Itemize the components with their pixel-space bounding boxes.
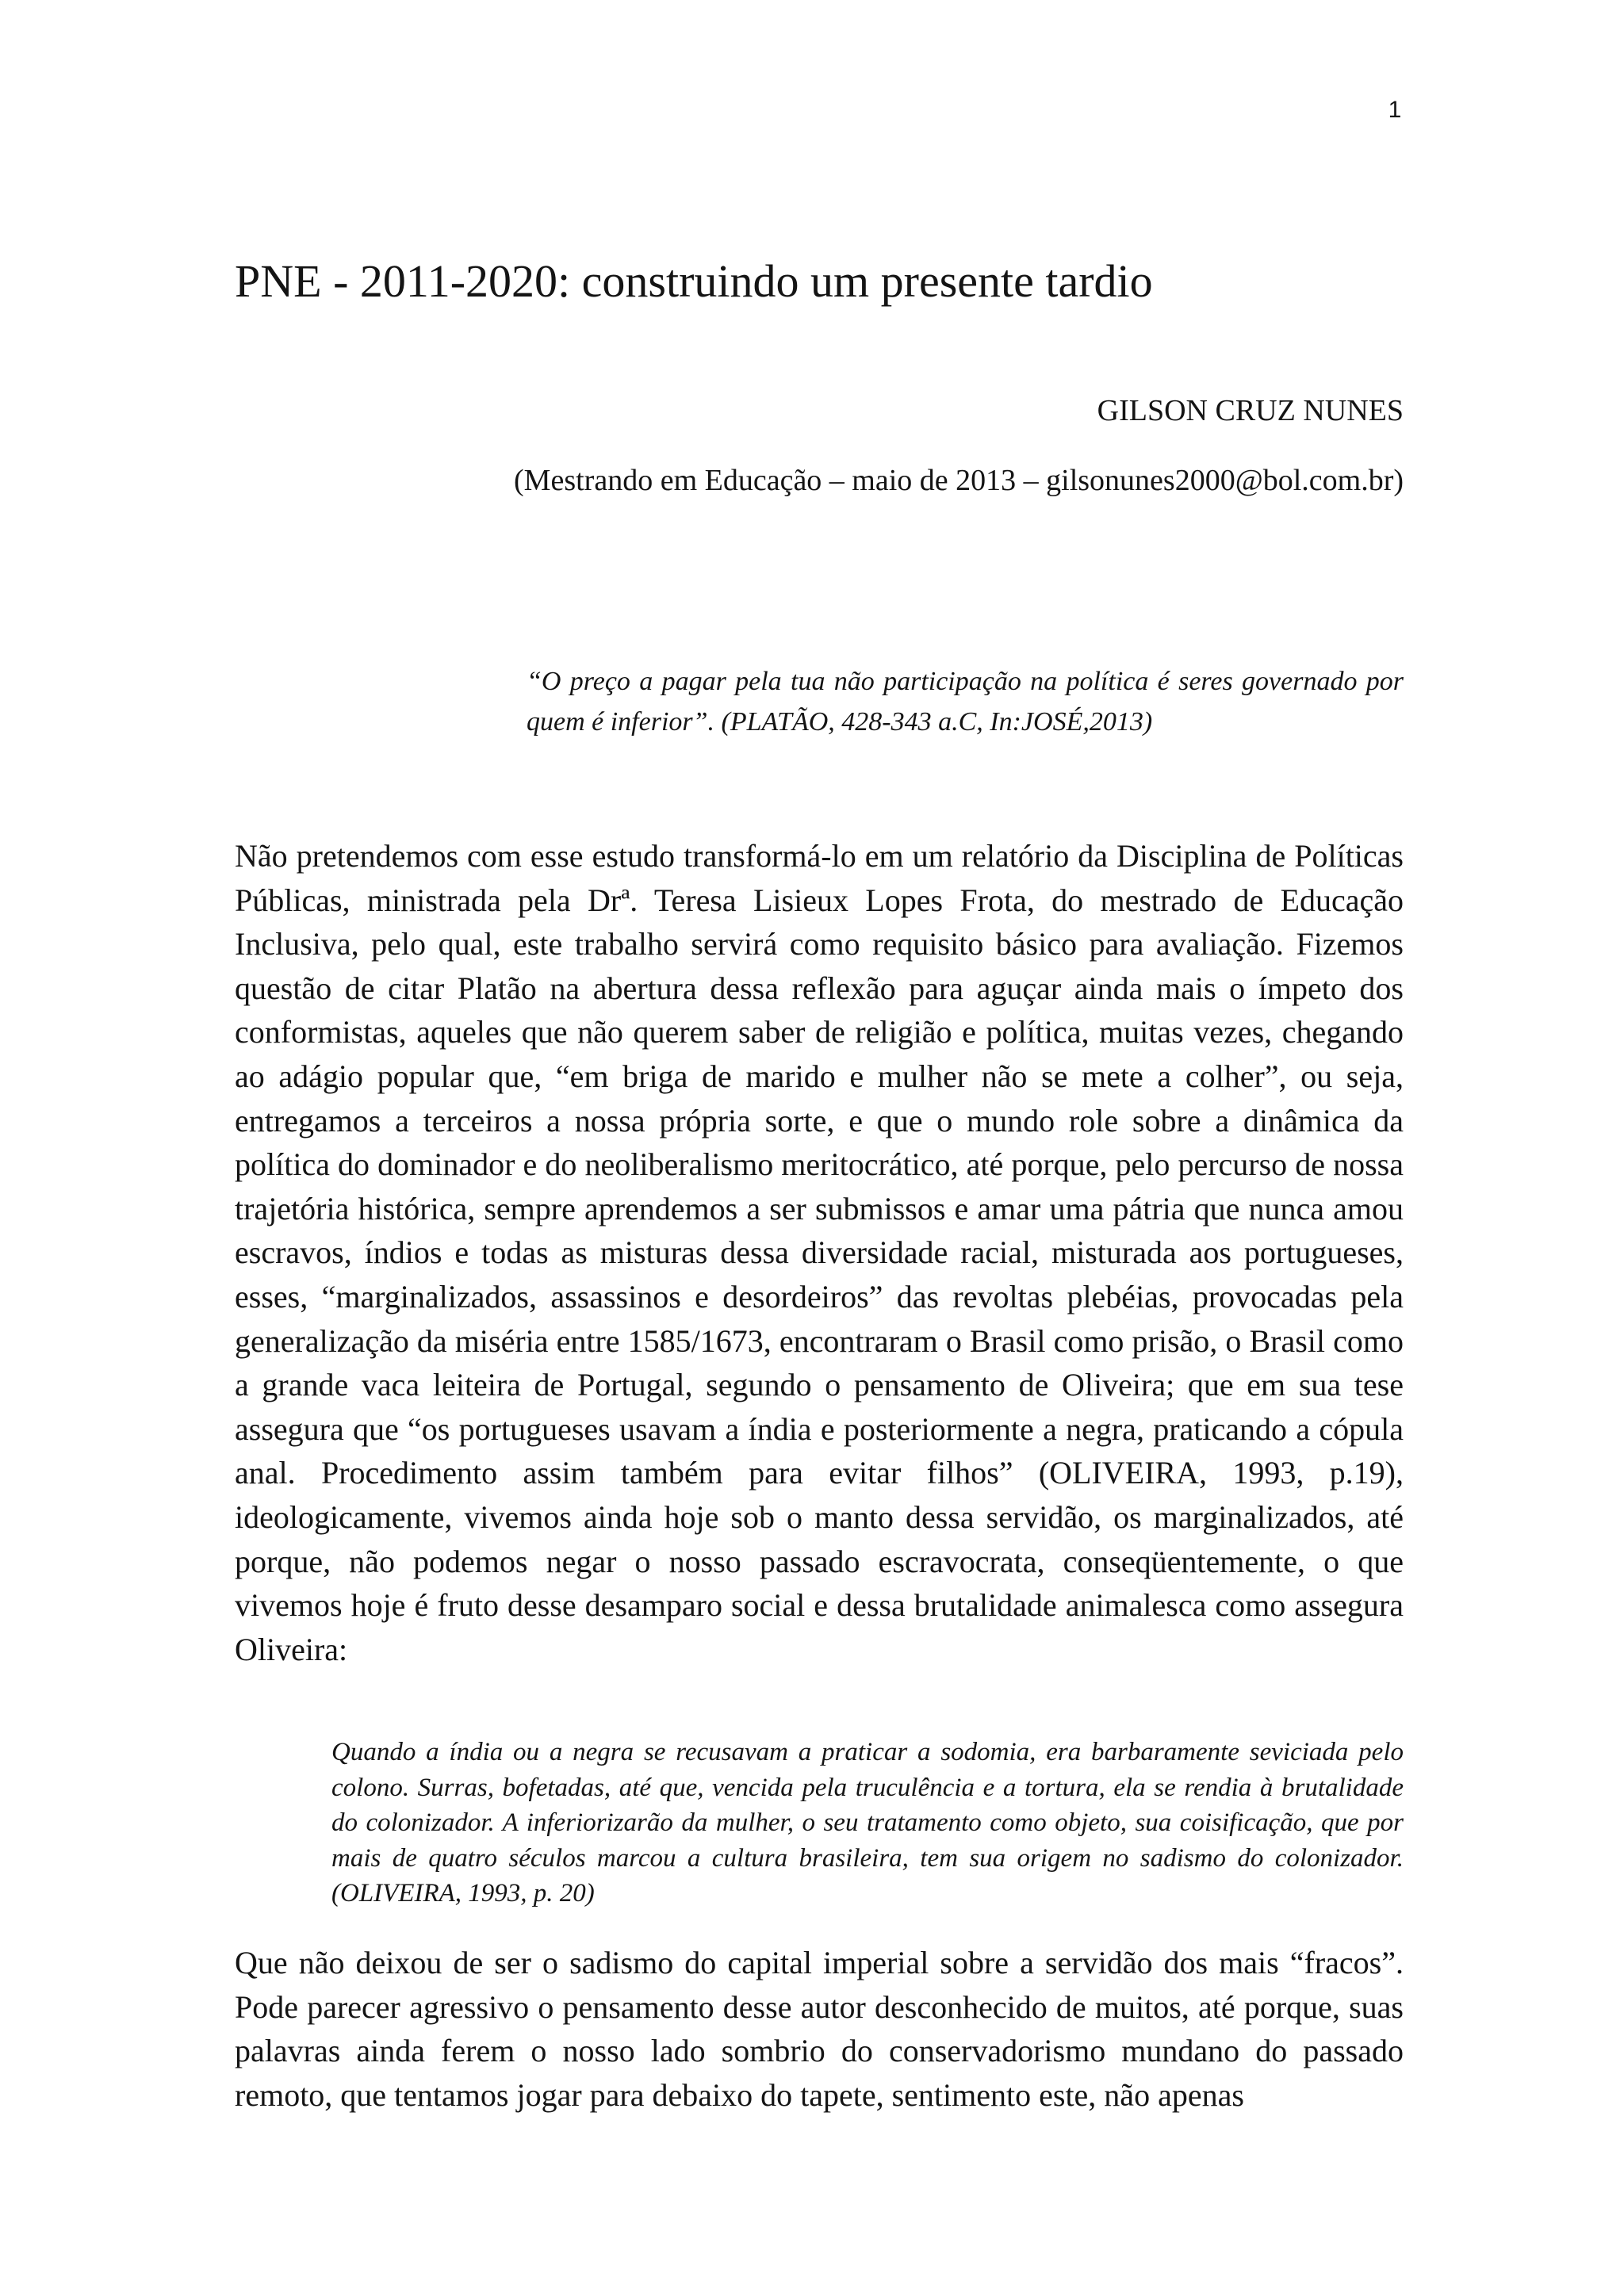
author-affiliation: (Mestrando em Educação – maio de 2013 – gilsonunes2000@bol.com.br) xyxy=(514,464,1404,497)
body-paragraph-1: Não pretendemos com esse estudo transformá-lo em um relatório da Disciplina de Políticas Públicas, ministrada pela Drª. Teresa Lisieux Lopes Frota, do mestrado de Educação Inclusiva, pelo qual, este trabalho servirá como requisito básico para avaliação. Fizemos questão de citar Platão na abertura dessa reflexão para aguçar ainda mais o ímpeto dos conformistas, aqueles que não querem saber de religião e política, muitas vezes, chegando ao adágio popular que, “em briga de marido e mulher não se mete a colher”, ou seja, entregamos a terceiros a nossa própria sorte, e que o mundo role sobre a dinâmica da política do dominador e do neoliberalismo meritocrático, até porque, pelo percurso de nossa trajetória histórica, sempre aprendemos a ser submissos e amar uma pátria que nunca amou escravos, índios e todas as misturas dessa diversidade racial, misturada aos portugueses, esses, “marginalizados, assassinos e desordeiros” das revoltas plebéias, provocadas pela generalização da miséria entre 1585/1673, encontraram o Brasil como prisão, o Brasil como a grande vaca leiteira de Portugal, segundo o pensamento de Oliveira; que em sua tese assegura que “os portugueses usavam a índia e posteriormente a negra, praticando a cópula anal. Procedimento assim também para evitar filhos” (OLIVEIRA, 1993, p.19), ideologicamente, vivemos ainda hoje sob o manto dessa servidão, os marginalizados, até porque, não podemos negar o nosso passado escravocrata, conseqüentemente, o que vivemos hoje é fruto desse desamparo social e dessa brutalidade animalesca como assegura Oliveira: xyxy=(235,838,1404,1667)
author-name: GILSON CRUZ NUNES xyxy=(1097,394,1404,427)
page-number: 1 xyxy=(1388,97,1402,123)
block-quote: Quando a índia ou a negra se recusavam a praticar a sodomia, era barbaramente seviciada pelo colono. Surras, bofetadas, até que, vencida pela truculência e a tortura, ela se rendia à brutalidade do colonizador. A inferiorizarão da mulher, o seu tratamento como objeto, sua coisificação, que por mais de quatro séculos marcou a cultura brasileira, tem sua origem no sadismo do colonizador. (OLIVEIRA, 1993, p. 20) xyxy=(331,1738,1404,1908)
body-paragraph-2: Que não deixou de ser o sadismo do capital imperial sobre a servidão dos mais “fracos”. Pode parecer agressivo o pensamento desse autor desconhecido de muitos, até porque, suas palavras ainda ferem o nosso lado sombrio do conservadorismo mundano do passado remoto, que tentamos jogar para debaixo do tapete, sentimento este, não apenas xyxy=(235,1945,1404,2113)
epigraph-quote: “O preço a pagar pela tua não participação na política é seres governado por quem é inferior”. (PLATÃO, 428-343 a.C, In:JOSÉ,2013) xyxy=(527,667,1404,737)
page-title: PNE - 2011-2020: construindo um presente tardio xyxy=(235,255,1153,307)
